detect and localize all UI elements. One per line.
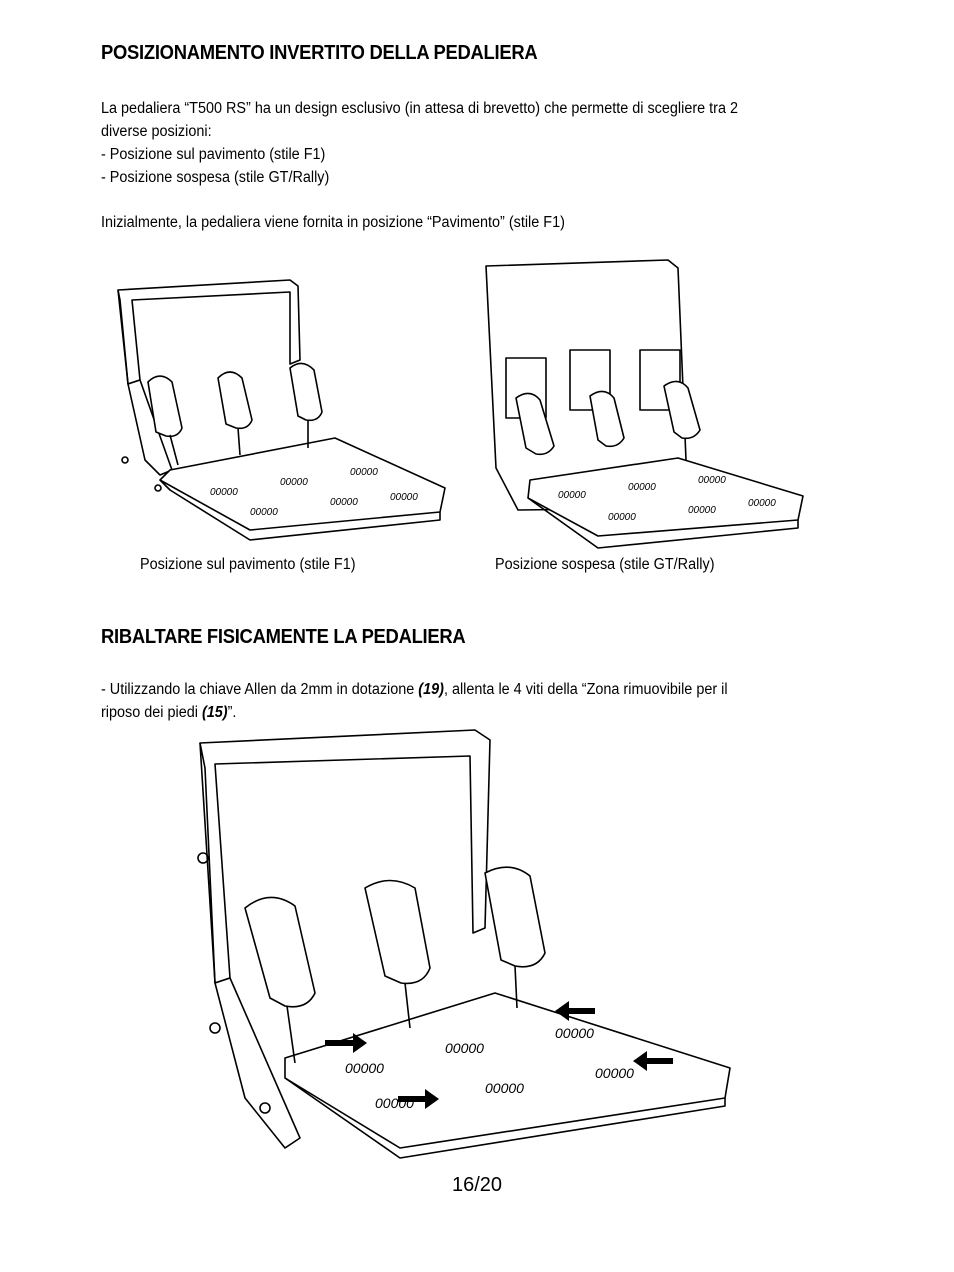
instruction-text-4: ”. [227, 704, 237, 721]
pedals-suspended-position-illustration [478, 258, 808, 558]
intro-line-1: La pedaliera “T500 RS” ha un design esclusivo (in attesa di brevetto) che permette di scegliere tra 2 [101, 100, 739, 117]
instruction-text-1: - Utilizzando la chiave Allen da 2mm in dotazione [101, 681, 419, 698]
svg-text:00000: 00000 [330, 497, 358, 508]
svg-text:00000: 00000 [558, 490, 586, 501]
option-floor: - Posizione sul pavimento (stile F1) [101, 146, 326, 163]
svg-text:00000: 00000 [375, 1095, 414, 1111]
page-number: 16/20 [451, 1174, 503, 1196]
svg-text:00000: 00000 [280, 477, 308, 488]
pedals-screw-removal-illustration [185, 728, 745, 1168]
ref-allen-key-19: (19) [418, 681, 444, 698]
initial-position-text: Inizialmente, la pedaliera viene fornita in posizione “Pavimento” (stile F1) [101, 214, 565, 231]
instruction-paragraph [101, 678, 808, 724]
caption-suspended-position: Posizione sospesa (stile GT/Rally) [495, 556, 715, 573]
pedals-floor-position-illustration [100, 260, 450, 550]
option-suspended: - Posizione sospesa (stile GT/Rally) [101, 169, 330, 186]
intro-line-2: diverse posizioni: [101, 123, 212, 140]
svg-text:00000: 00000 [345, 1060, 384, 1076]
svg-text:00000: 00000 [555, 1025, 594, 1041]
svg-text:00000: 00000 [445, 1040, 484, 1056]
svg-text:00000: 00000 [350, 467, 378, 478]
svg-text:00000: 00000 [390, 492, 418, 503]
caption-floor-position: Posizione sul pavimento (stile F1) [140, 556, 356, 573]
svg-text:00000: 00000 [595, 1065, 634, 1081]
svg-text:00000: 00000 [608, 512, 636, 523]
svg-text:00000: 00000 [688, 505, 716, 516]
svg-text:00000: 00000 [748, 498, 776, 509]
svg-text:00000: 00000 [698, 475, 726, 486]
section-title-flip-pedals: RIBALTARE FISICAMENTE LA PEDALIERA [101, 626, 466, 648]
instruction-text-2: , allenta le 4 viti della “Zona rimuovibile per il [443, 681, 728, 698]
svg-text:00000: 00000 [485, 1080, 524, 1096]
instruction-text-3: riposo dei piedi [101, 704, 202, 721]
intro-paragraph [101, 97, 808, 189]
svg-text:00000: 00000 [628, 482, 656, 493]
section-title-inverted-positioning: POSIZIONAMENTO INVERTITO DELLA PEDALIERA [101, 42, 538, 64]
ref-footrest-15: (15) [201, 704, 228, 721]
svg-text:00000: 00000 [250, 507, 278, 518]
svg-text:00000: 00000 [210, 487, 238, 498]
